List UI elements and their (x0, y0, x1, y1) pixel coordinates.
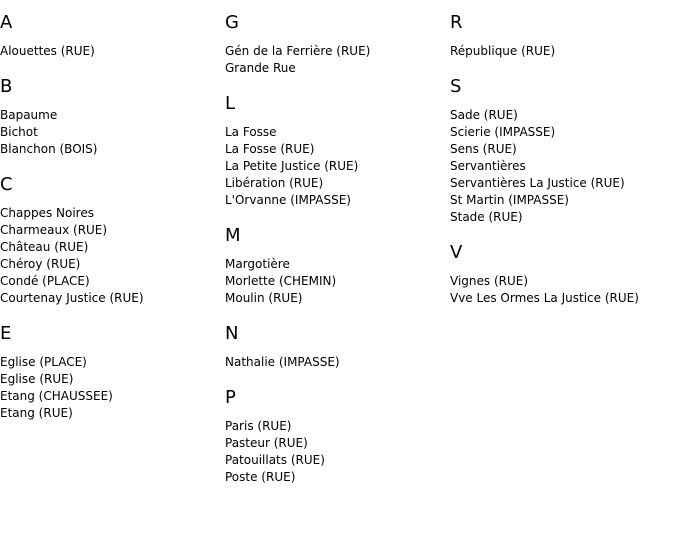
street-name: L'Orvanne (IMPASSE) (225, 193, 351, 207)
street-name: Château (RUE) (0, 240, 89, 254)
letter-group (225, 93, 445, 209)
letter-group (450, 242, 670, 307)
street-name: La Fosse (225, 125, 277, 139)
letter-group (0, 76, 220, 158)
street-list (0, 43, 220, 60)
letter-heading: M (225, 225, 241, 246)
street-list (225, 124, 445, 209)
street-name: République (RUE) (450, 44, 556, 58)
street-name: Poste (RUE) (225, 470, 296, 484)
street-name: Nathalie (IMPASSE) (225, 355, 340, 369)
street-index-column-2 (225, 0, 445, 486)
street-list (0, 107, 220, 158)
letter-group (0, 174, 220, 307)
street-list (450, 43, 670, 60)
street-list (0, 354, 220, 422)
street-list (225, 354, 445, 371)
street-name: Eglise (RUE) (0, 372, 74, 386)
street-list (0, 205, 220, 307)
street-name: Chappes Noires (0, 206, 94, 220)
street-name: Etang (CHAUSSEE) (0, 389, 113, 403)
street-name: Patouillats (RUE) (225, 453, 325, 467)
street-list (450, 273, 670, 307)
street-name: St Martin (IMPASSE) (450, 193, 569, 207)
street-name: Chéroy (RUE) (0, 257, 81, 271)
street-name: La Petite Justice (RUE) (225, 159, 359, 173)
letter-group (225, 323, 445, 371)
letter-heading: C (0, 174, 13, 195)
street-name: Moulin (RUE) (225, 291, 303, 305)
street-name: Bapaume (0, 108, 58, 122)
street-name: Vve Les Ormes La Justice (RUE) (450, 291, 639, 305)
letter-heading: R (450, 12, 463, 33)
street-name: Alouettes (RUE) (0, 44, 95, 58)
street-name: Stade (RUE) (450, 210, 523, 224)
letter-group (0, 323, 220, 422)
street-name: Sade (RUE) (450, 108, 518, 122)
street-name: Eglise (PLACE) (0, 355, 87, 369)
street-name: Morlette (CHEMIN) (225, 274, 337, 288)
letter-heading: A (0, 12, 13, 33)
street-name: La Fosse (RUE) (225, 142, 315, 156)
letter-heading: P (225, 387, 236, 408)
letter-heading: S (450, 76, 462, 97)
letter-group (450, 12, 670, 60)
letter-heading: N (225, 323, 239, 344)
street-name: Scierie (IMPASSE) (450, 125, 556, 139)
letter-group (225, 12, 445, 77)
letter-heading: B (0, 76, 13, 97)
street-name: Bichot (0, 125, 38, 139)
letter-group (225, 387, 445, 486)
street-index-column-1 (0, 0, 220, 422)
street-list (450, 107, 670, 226)
street-list (225, 43, 445, 77)
street-list (225, 256, 445, 307)
letter-heading: E (0, 323, 12, 344)
street-name: Sens (RUE) (450, 142, 517, 156)
letter-group (225, 225, 445, 307)
street-name: Servantières La Justice (RUE) (450, 176, 625, 190)
street-name: Servantières (450, 159, 526, 173)
street-name: Blanchon (BOIS) (0, 142, 98, 156)
letter-heading: V (450, 242, 463, 263)
letter-group (0, 12, 220, 60)
street-name: Gén de la Ferrière (RUE) (225, 44, 371, 58)
street-index-column-3 (450, 0, 670, 307)
street-name: Courtenay Justice (RUE) (0, 291, 144, 305)
street-name: Condé (PLACE) (0, 274, 90, 288)
street-list (225, 418, 445, 486)
street-name: Charmeaux (RUE) (0, 223, 108, 237)
street-name: Grande Rue (225, 61, 296, 75)
street-name: Margotière (225, 257, 290, 271)
letter-heading: L (225, 93, 236, 114)
street-name: Etang (RUE) (0, 406, 73, 420)
street-name: Libération (RUE) (225, 176, 324, 190)
letter-group (450, 76, 670, 226)
street-name: Pasteur (RUE) (225, 436, 308, 450)
street-name: Vignes (RUE) (450, 274, 529, 288)
street-name: Paris (RUE) (225, 419, 292, 433)
letter-heading: G (225, 12, 239, 33)
